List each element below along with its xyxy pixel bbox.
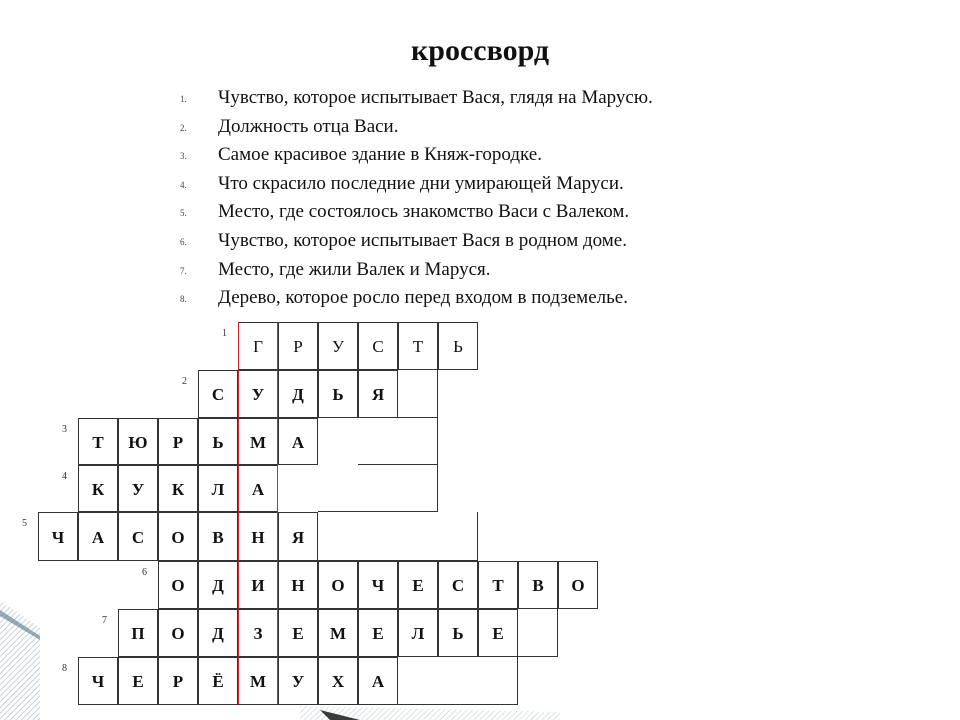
clue-number: 1. <box>180 94 187 104</box>
clue-text: Место, где жили Валек и Маруся. <box>218 258 491 280</box>
crossword-cell: Д <box>278 370 318 418</box>
crossword-cell: В <box>198 512 238 561</box>
crossword-cell: Ь <box>438 609 478 657</box>
crossword-cell: У <box>318 322 358 370</box>
crossword-cell: С <box>198 370 238 418</box>
row-number-label: 4 <box>62 471 67 482</box>
crossword-cell: Е <box>478 609 518 657</box>
crossword-cell: Т <box>78 418 118 465</box>
crossword-cell: О <box>158 512 198 561</box>
crossword-cell: Я <box>278 512 318 561</box>
row-number-label: 1 <box>222 328 227 339</box>
crossword-cell: Г <box>238 322 278 370</box>
crossword-cell: С <box>358 322 398 370</box>
crossword-cell: О <box>318 561 358 609</box>
crossword-cell: А <box>78 512 118 561</box>
crossword-cell: О <box>558 561 598 609</box>
crossword-cell: И <box>238 561 278 609</box>
crossword-cell: Е <box>398 561 438 609</box>
crossword-cell: Ч <box>78 657 118 705</box>
crossword-empty-area <box>398 370 438 418</box>
crossword-cell: Ь <box>438 322 478 370</box>
row-number-label: 2 <box>182 376 187 387</box>
crossword-cell: Т <box>478 561 518 609</box>
clue-number: 4. <box>180 179 187 190</box>
crossword-empty-area <box>478 609 558 657</box>
clue-number: 3. <box>180 151 187 162</box>
crossword-cell: Д <box>198 609 238 657</box>
crossword-cell: Л <box>198 465 238 512</box>
clue-number: 2. <box>180 122 187 133</box>
crossword-cell: Ь <box>198 418 238 465</box>
crossword-cell: З <box>238 609 278 657</box>
crossword-cell: В <box>518 561 558 609</box>
crossword-cell: С <box>438 561 478 609</box>
crossword-cell: Р <box>278 322 318 370</box>
crossword-cell: Я <box>358 370 398 418</box>
crossword-cell: С <box>118 512 158 561</box>
crossword-cell: М <box>318 609 358 657</box>
crossword-cell: А <box>358 657 398 705</box>
row-number-label: 3 <box>62 424 67 435</box>
row-number-label: 5 <box>22 518 27 529</box>
crossword-cell: П <box>118 609 158 657</box>
crossword-cell: Н <box>238 512 278 561</box>
crossword-cell: Т <box>398 322 438 370</box>
crossword-cell: Е <box>118 657 158 705</box>
crossword-cell: Ё <box>198 657 238 705</box>
crossword-cell: Е <box>358 609 398 657</box>
crossword-cell: У <box>118 465 158 512</box>
row-number-label: 7 <box>102 615 107 626</box>
crossword-cell: О <box>158 561 198 609</box>
clue-number: 6. <box>180 236 187 247</box>
clue-text: Дерево, которое росло перед входом в подземелье. <box>218 287 628 309</box>
row-number-label: 8 <box>62 663 67 674</box>
crossword-cell: М <box>238 657 278 705</box>
crossword-empty-area <box>318 465 438 512</box>
crossword-empty-area <box>358 418 438 465</box>
clue-text: Чувство, которое испытывает Вася в родном доме. <box>218 229 627 251</box>
crossword-cell: О <box>158 609 198 657</box>
clue-number: 5. <box>180 208 187 219</box>
crossword-cell: М <box>238 418 278 465</box>
crossword-cell: Ь <box>318 370 358 418</box>
crossword-cell: А <box>238 465 278 512</box>
crossword-cell: А <box>278 418 318 465</box>
crossword-cell: Ч <box>358 561 398 609</box>
page-title: кроссворд <box>410 34 550 67</box>
clue-text: Что скрасило последние дни умирающей Маруси. <box>218 172 624 194</box>
crossword-cell: У <box>278 657 318 705</box>
clue-text: Должность отца Васи. <box>218 115 399 137</box>
crossword-cell: Р <box>158 418 198 465</box>
crossword-cell: Ч <box>38 512 78 561</box>
row-number-label: 6 <box>142 567 147 578</box>
clue-number: 7. <box>180 265 187 276</box>
crossword-cell: Н <box>278 561 318 609</box>
crossword-cell: Д <box>198 561 238 609</box>
crossword-cell: К <box>78 465 118 512</box>
clue-text: Самое красивое здание в Княж-городке. <box>218 144 542 166</box>
clue-text: Место, где состоялось знакомство Васи с Валеком. <box>218 201 630 223</box>
crossword-cell: К <box>158 465 198 512</box>
crossword-cell: Е <box>278 609 318 657</box>
crossword-empty-area <box>398 657 518 705</box>
clue-number: 8. <box>180 294 187 305</box>
crossword-cell: Р <box>158 657 198 705</box>
crossword-cell: Х <box>318 657 358 705</box>
crossword-cell: Ю <box>118 418 158 465</box>
crossword-cell: У <box>238 370 278 418</box>
crossword-empty-area <box>318 512 478 561</box>
crossword-cell: Л <box>398 609 438 657</box>
clue-text: Чувство, которое испытывает Вася, глядя на Марусю. <box>218 87 653 108</box>
